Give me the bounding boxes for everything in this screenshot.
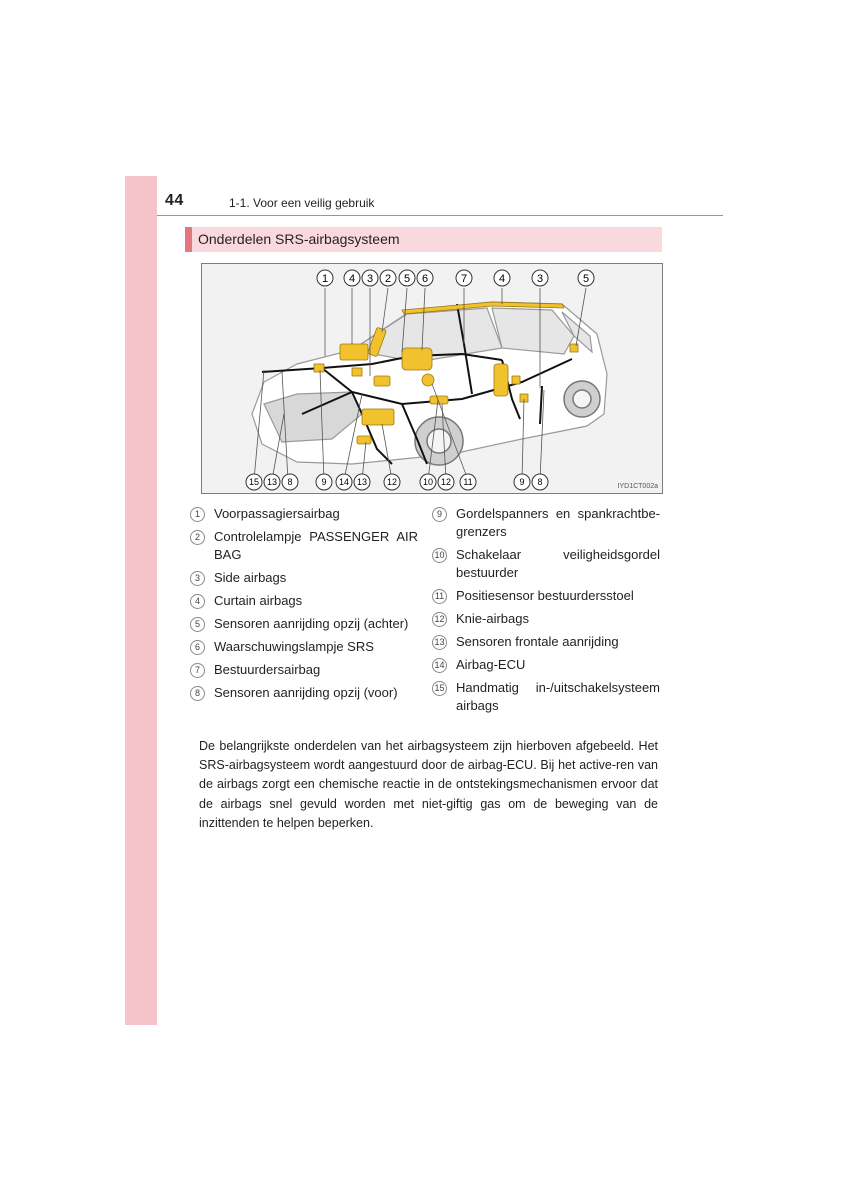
callout-7 (456, 270, 472, 286)
legend-text: Side airbags (214, 570, 287, 585)
legend-text: Waarschuwingslampje SRS (214, 639, 374, 654)
svg-text:1: 1 (321, 273, 329, 285)
legend-text: Gordelspanners en spankrachtbe-grenzers (456, 506, 660, 539)
callout-11 (460, 474, 476, 490)
legend-number: 3 (190, 571, 205, 586)
callout-14 (336, 474, 352, 490)
svg-text:7: 7 (460, 273, 468, 285)
legend-left (190, 505, 418, 707)
body-paragraph: De belangrijkste onderdelen van het airbagsysteem zijn hierboven afgebeeld. Het SRS-airbagsysteem wordt aangestuurd door de airbag-ECU. Bij het active-ren van de airbags zorgt een chemische reactie in de ontstekingsmechanismen ervoor dat de airbags snel gevuld worden met niet-giftig gas om de beweging van de inzittenden te helpen beperken. (199, 739, 658, 830)
legend-number: 2 (190, 530, 205, 545)
svg-text:8: 8 (287, 477, 293, 487)
legend-text: Sensoren frontale aanrijding (456, 634, 619, 649)
legend-number: 14 (432, 658, 447, 673)
callout-10 (420, 474, 436, 490)
callout-9 (316, 474, 332, 490)
svg-text:2: 2 (384, 273, 392, 285)
legend-number: 9 (432, 507, 447, 522)
car-illustration (202, 264, 663, 494)
svg-text:5: 5 (582, 273, 590, 285)
legend-item (432, 679, 660, 715)
callout-13b (354, 474, 370, 490)
legend-item (190, 592, 418, 610)
legend-item (190, 684, 418, 702)
section-title: Onderdelen SRS-airbagsysteem (185, 227, 662, 252)
legend-text: Sensoren aanrijding opzij (achter) (214, 616, 409, 631)
callout-1 (317, 270, 333, 286)
callout-4b (494, 270, 510, 286)
legend-item (432, 633, 660, 651)
header-rule (157, 215, 723, 216)
callout-9b (514, 474, 530, 490)
legend-text: Voorpassagiersairbag (214, 506, 340, 521)
legend-number: 1 (190, 507, 205, 522)
legend-number: 15 (432, 681, 447, 696)
svg-text:3: 3 (366, 273, 374, 285)
callout-4 (344, 270, 360, 286)
callout-13 (264, 474, 280, 490)
legend-number: 8 (190, 686, 205, 701)
legend-item (190, 638, 418, 656)
svg-text:8: 8 (537, 477, 543, 487)
svg-text:15: 15 (248, 477, 260, 487)
legend-item (190, 569, 418, 587)
legend-item (190, 528, 418, 564)
legend-item (190, 661, 418, 679)
svg-text:9: 9 (519, 477, 525, 487)
legend-item (190, 505, 418, 523)
svg-text:9: 9 (321, 477, 327, 487)
callout-12 (384, 474, 400, 490)
legend-text: Curtain airbags (214, 593, 303, 608)
callout-15 (246, 474, 262, 490)
callout-3b (532, 270, 548, 286)
svg-text:11: 11 (463, 477, 473, 487)
legend-number: 12 (432, 612, 447, 627)
svg-text:4: 4 (348, 273, 356, 285)
legend-text: Knie-airbags (456, 611, 529, 626)
svg-text:6: 6 (421, 273, 429, 285)
legend-text: Positiesensor bestuurdersstoel (456, 588, 634, 603)
legend-item (432, 546, 660, 582)
legend-item (432, 656, 660, 674)
callout-2 (380, 270, 396, 286)
legend-text: Controlelampje PASSENGER AIR BAG (214, 529, 418, 562)
legend-text: Bestuurdersairbag (214, 662, 321, 677)
running-head: 1-1. Voor een veilig gebruik (229, 196, 375, 210)
svg-text:12: 12 (440, 477, 452, 487)
legend-number: 11 (432, 589, 447, 604)
legend-item (432, 505, 660, 541)
svg-text:14: 14 (338, 477, 350, 487)
svg-text:13: 13 (356, 477, 368, 487)
svg-text:12: 12 (386, 477, 398, 487)
figure-code: IYD1CT002a (617, 483, 658, 490)
top-callouts (317, 270, 594, 286)
svg-text:13: 13 (266, 477, 278, 487)
callout-3 (362, 270, 378, 286)
legend-text: Sensoren aanrijding opzij (voor) (214, 685, 398, 700)
callout-6 (417, 270, 433, 286)
legend-item (432, 610, 660, 628)
legend-text: Handmatig in-/uitschakelsysteem airbags (456, 680, 660, 713)
svg-text:5: 5 (403, 273, 411, 285)
legend-text: Schakelaar veiligheidsgordel bestuurder (456, 547, 660, 580)
callout-5b (578, 270, 594, 286)
svg-text:3: 3 (536, 273, 544, 285)
legend-item (432, 587, 660, 605)
callout-5 (399, 270, 415, 286)
legend-number: 5 (190, 617, 205, 632)
legend-number: 13 (432, 635, 447, 650)
callout-12b (438, 474, 454, 490)
svg-text:10: 10 (422, 477, 434, 487)
legend-text: Airbag-ECU (456, 657, 526, 672)
legend-number: 7 (190, 663, 205, 678)
legend-number: 4 (190, 594, 205, 609)
legend-right (432, 505, 660, 720)
legend-item (190, 615, 418, 633)
page-number: 44 (165, 192, 184, 209)
callout-8 (282, 474, 298, 490)
airbag-system-diagram (201, 263, 663, 494)
legend-number: 6 (190, 640, 205, 655)
callout-8b (532, 474, 548, 490)
legend-number: 10 (432, 548, 447, 563)
bottom-callouts (246, 474, 548, 490)
side-tab-band (125, 176, 157, 1025)
svg-text:4: 4 (498, 273, 506, 285)
